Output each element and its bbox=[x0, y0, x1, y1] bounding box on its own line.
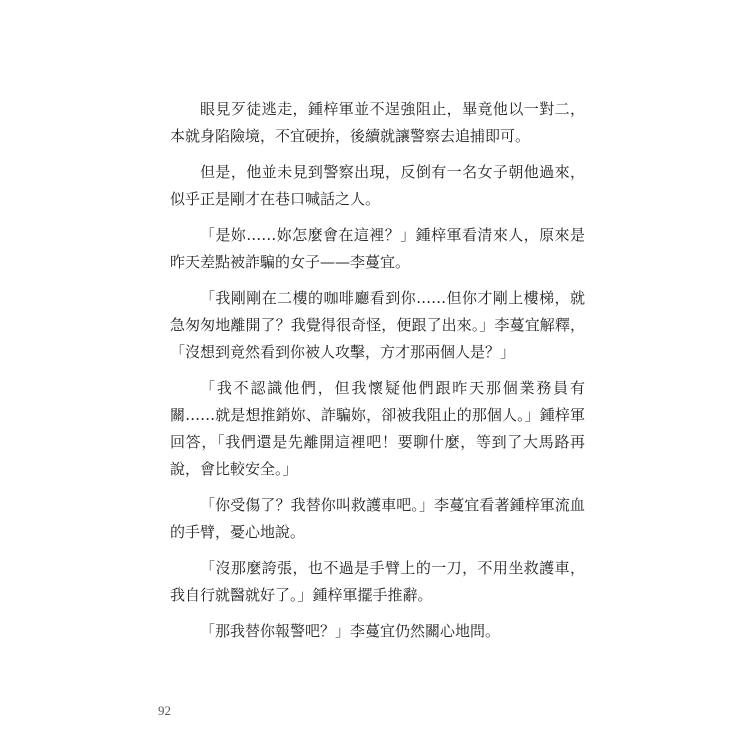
paragraph-8: 「那我替你報警吧？」李蔓宜仍然關心地問。 bbox=[200, 622, 501, 640]
paragraph-3: 「是妳……妳怎麼會在這裡？」鍾梓軍看清來人，原來是昨天差點被詐騙的女子——李蔓宜。 bbox=[170, 226, 585, 271]
paragraph-1: 眼見歹徒逃走，鍾梓軍並不逞強阻止，畢竟他以一對二，本就身陷險境，不宜硬拚，後續就讓警察去追捕即可。 bbox=[170, 100, 585, 145]
paragraph-6: 「你受傷了？我替你叫救護車吧。」李蔓宜看著鍾梓軍流血的手臂，憂心地說。 bbox=[170, 496, 585, 541]
paragraph-4: 「我剛剛在二樓的咖啡廳看到你……但你才剛上樓梯，就急匆匆地離開了？我覺得很奇怪，便跟了出來。」李蔓宜解釋，「沒想到竟然看到你被人攻擊，方才那兩個人是？」 bbox=[170, 289, 585, 361]
paragraph-7: 「沒那麼誇張，也不過是手臂上的一刀，不用坐救護車，我自行就醫就好了。」鍾梓軍擺手推辭。 bbox=[170, 559, 585, 604]
body-text bbox=[170, 96, 585, 654]
page-number: 92 bbox=[158, 703, 171, 718]
paragraph-2: 但是，他並未見到警察出現，反倒有一名女子朝他過來，似乎正是剛才在巷口喊話之人。 bbox=[170, 163, 585, 208]
paragraph-5: 「我不認識他們，但我懷疑他們跟昨天那個業務員有關……就是想推銷妳、詐騙妳，卻被我阻止的那個人。」鍾梓軍回答，「我們還是先離開這裡吧！要聊什麼，等到了大馬路再說，會比較安全。」 bbox=[170, 379, 585, 478]
